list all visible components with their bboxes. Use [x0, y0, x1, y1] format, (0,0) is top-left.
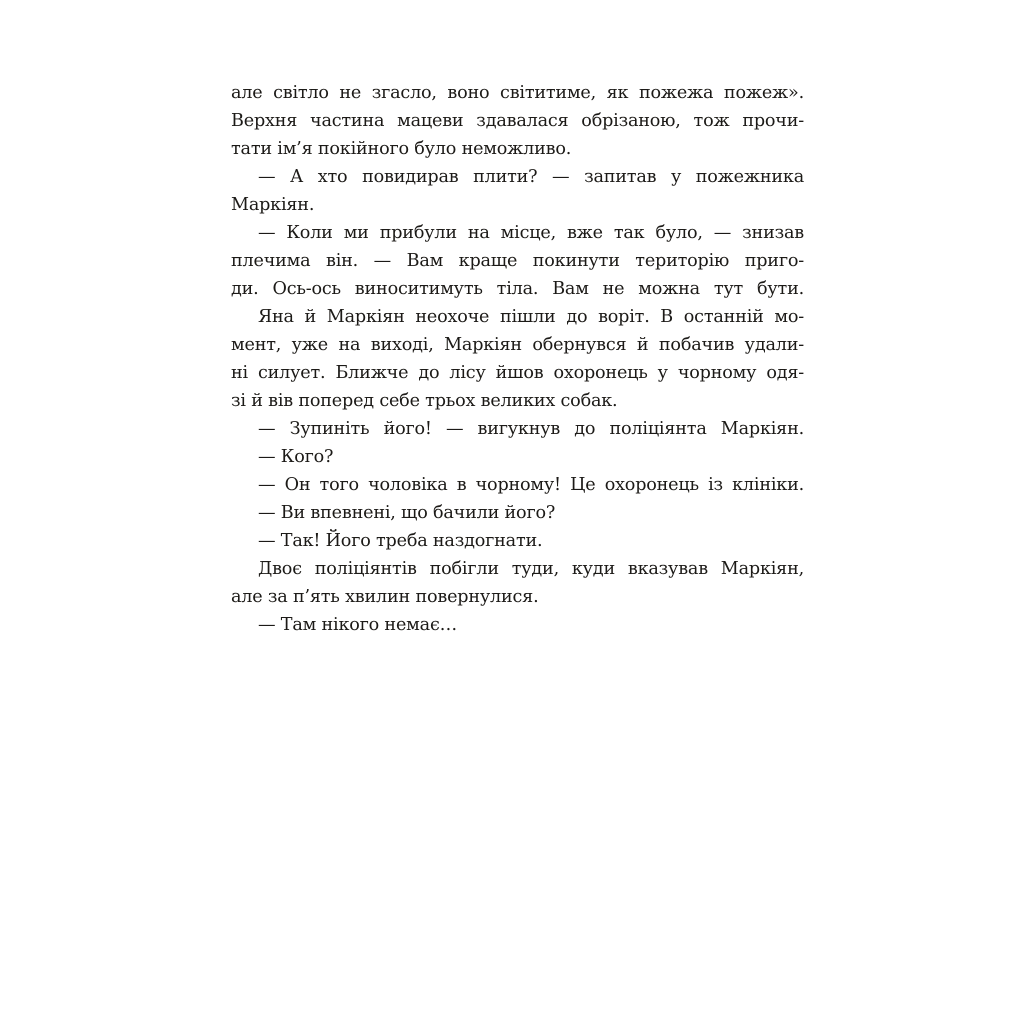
text-line: зі й вів поперед себе трьох великих собак. — [231, 391, 618, 411]
dialogue-line: — Коли ми прибули на місце, вже так було, — знизав — [258, 223, 804, 243]
book-page-text — [231, 79, 804, 639]
text-line: Верхня частина мацеви здавалася обрізаною, тож прочи- — [231, 111, 804, 131]
text-line: ди. Ось-ось виноситимуть тіла. Вам не можна тут бути. — [231, 279, 804, 299]
text-line: плечима він. — Вам краще покинути територію приго- — [231, 251, 804, 271]
dialogue-line: — А хто повидирав плити? — запитав у пожежника — [258, 167, 804, 187]
text-line: але за п’ять хвилин повернулися. — [231, 587, 539, 607]
text-line: тати ім’я покійного було неможливо. — [231, 139, 572, 159]
dialogue-line: — Там нікого немає… — [258, 615, 457, 635]
text-line: але світло не згасло, воно світитиме, як пожежа пожеж». — [231, 83, 804, 103]
text-line: мент, уже на виході, Маркіян обернувся й побачив удали- — [231, 335, 804, 355]
dialogue-line: — Он того чоловіка в чорному! Це охоронець із клініки. — [258, 475, 804, 495]
dialogue-line: — Кого? — [258, 447, 334, 467]
dialogue-line: — Так! Його треба наздогнати. — [258, 531, 543, 551]
paragraph-start-line: Двоє поліціянтів побігли туди, куди вказував Маркіян, — [258, 559, 804, 579]
text-line: ні силует. Ближче до лісу йшов охоронець у чорному одя- — [231, 363, 804, 383]
dialogue-line: — Зупиніть його! — вигукнув до поліціянта Маркіян. — [258, 419, 804, 439]
paragraph-start-line: Яна й Маркіян неохоче пішли до воріт. В останній мо- — [258, 307, 804, 327]
dialogue-line: — Ви впевнені, що бачили його? — [258, 503, 556, 523]
text-line: Маркіян. — [231, 195, 315, 215]
